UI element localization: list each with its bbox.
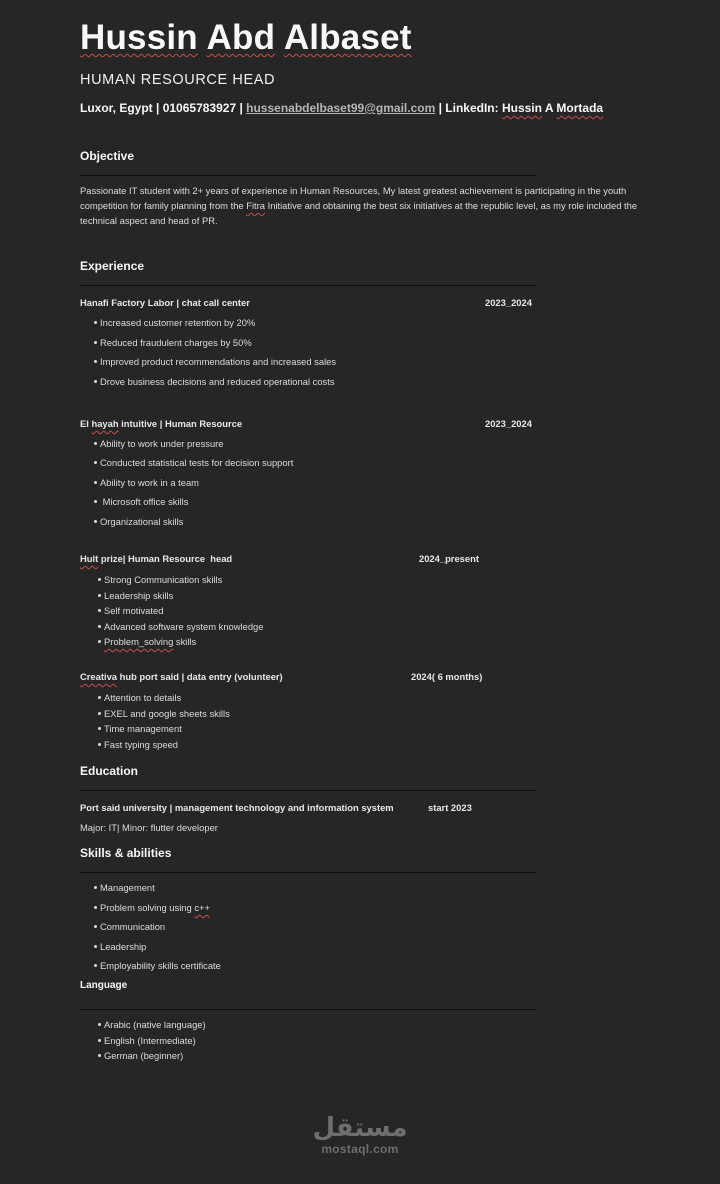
email-link[interactable]: hussenabdelbaset99@gmail.com [246,101,436,115]
bullet-icon [98,1054,101,1057]
contact-line [80,101,603,115]
list-item: Attention to details [98,692,181,703]
watermark-arabic-logo: مستقل [312,1113,408,1143]
objective-text-part: Passionate IT student with 2+ years of experience in Human Resources, My latest greatest achievement is participating in the youth competition for family planning from the [80,185,627,211]
bullet-icon [98,712,101,715]
bullet-icon [98,696,101,699]
education-divider [80,790,536,791]
bullet-icon [98,578,101,581]
objective-heading: Objective [80,149,135,163]
bullet-icon [94,321,97,324]
skills-divider [80,872,536,873]
experience-divider [80,285,536,286]
bullet-icon [98,727,101,730]
bullet-icon [94,442,97,445]
job-date: 2024( 6 months) [411,671,483,682]
bullet-icon [98,625,101,628]
bullet-icon [94,964,97,967]
list-item: Employability skills certificate [94,960,221,971]
skills-heading: Skills & abilities [80,846,172,860]
education-date: start 2023 [428,802,472,813]
job-title: Hanafi Factory Labor | chat call center [80,297,250,308]
bullet-icon [94,360,97,363]
list-item: Strong Communication skills [98,574,222,585]
education-heading: Education [80,764,139,778]
list-item: Ability to work in a team [94,477,199,488]
linkedin-label: | LinkedIn: [435,101,502,115]
watermark-domain: mostaql.com [321,1142,399,1156]
candidate-name [80,18,412,58]
list-item: Fast typing speed [98,739,178,750]
list-item: Problem_solving skills [98,636,196,647]
job-title: El hayah intuitive | Human Resource [80,418,243,429]
name-last: Albaset [283,18,412,57]
job-title: Hult prize| Human Resource head [80,553,233,564]
location-phone: Luxor, Egypt | 01065783927 | [80,101,247,115]
name-middle: Abd [206,18,276,57]
bullet-icon [94,925,97,928]
job-date: 2023_2024 [485,297,532,308]
list-item: EXEL and google sheets skills [98,708,230,719]
bullet-icon [98,743,101,746]
list-item: Leadership [94,941,146,952]
bullet-icon [98,1039,101,1042]
list-item: Leadership skills [98,590,173,601]
bullet-icon [98,640,101,643]
job-date: 2023_2024 [485,418,532,429]
list-item: Microsoft office skills [94,496,188,507]
mostaql-watermark [300,1114,420,1156]
list-item: Communication [94,921,165,932]
linkedin-name-last: Mortada [556,101,604,115]
list-item: Reduced fraudulent charges by 50% [94,337,252,348]
bullet-icon [94,945,97,948]
list-item: English (Intermediate) [98,1035,196,1046]
list-item: Time management [98,723,182,734]
objective-text-part: Initiative and obtaining the best six initiatives at the republic level, as my role included the technical aspect and head of PR. [80,200,638,226]
bullet-icon [94,520,97,523]
bullet-icon [98,1023,101,1026]
list-item: German (beginner) [98,1050,183,1061]
bullet-icon [94,500,97,503]
objective-divider [80,175,536,176]
name-first: Hussin [80,18,198,57]
list-item: Advanced software system knowledge [98,621,263,632]
bullet-icon [94,906,97,909]
experience-heading: Experience [80,259,145,273]
bullet-icon [94,461,97,464]
education-major: Major: IT| Minor: flutter developer [80,822,218,833]
list-item: Management [94,882,155,893]
list-item: Conducted statistical tests for decision support [94,457,293,468]
linkedin-name-middle: A [541,101,557,115]
list-item: Organizational skills [94,516,183,527]
objective-text-fitra: Fitra [246,200,265,211]
bullet-icon [94,481,97,484]
bullet-icon [94,380,97,383]
list-item: Ability to work under pressure [94,438,224,449]
list-item: Self motivated [98,605,163,616]
list-item: Problem solving using c++ [94,902,210,913]
bullet-icon [94,341,97,344]
objective-text [80,183,640,228]
bullet-icon [98,609,101,612]
language-divider [80,1009,536,1010]
job-role-title: HUMAN RESOURCE HEAD [80,72,276,88]
list-item: Arabic (native language) [98,1019,206,1030]
language-heading: Language [80,980,128,991]
list-item: Improved product recommendations and increased sales [94,356,336,367]
bullet-icon [94,886,97,889]
linkedin-name-first: Hussin [501,101,542,115]
list-item: Increased customer retention by 20% [94,317,255,328]
job-title: Creativa hub port said | data entry (volunteer) [80,671,283,682]
education-school: Port said university | management technology and information system [80,802,394,813]
bullet-icon [98,594,101,597]
list-item: Drove business decisions and reduced operational costs [94,376,335,387]
job-date: 2024_present [419,553,479,564]
